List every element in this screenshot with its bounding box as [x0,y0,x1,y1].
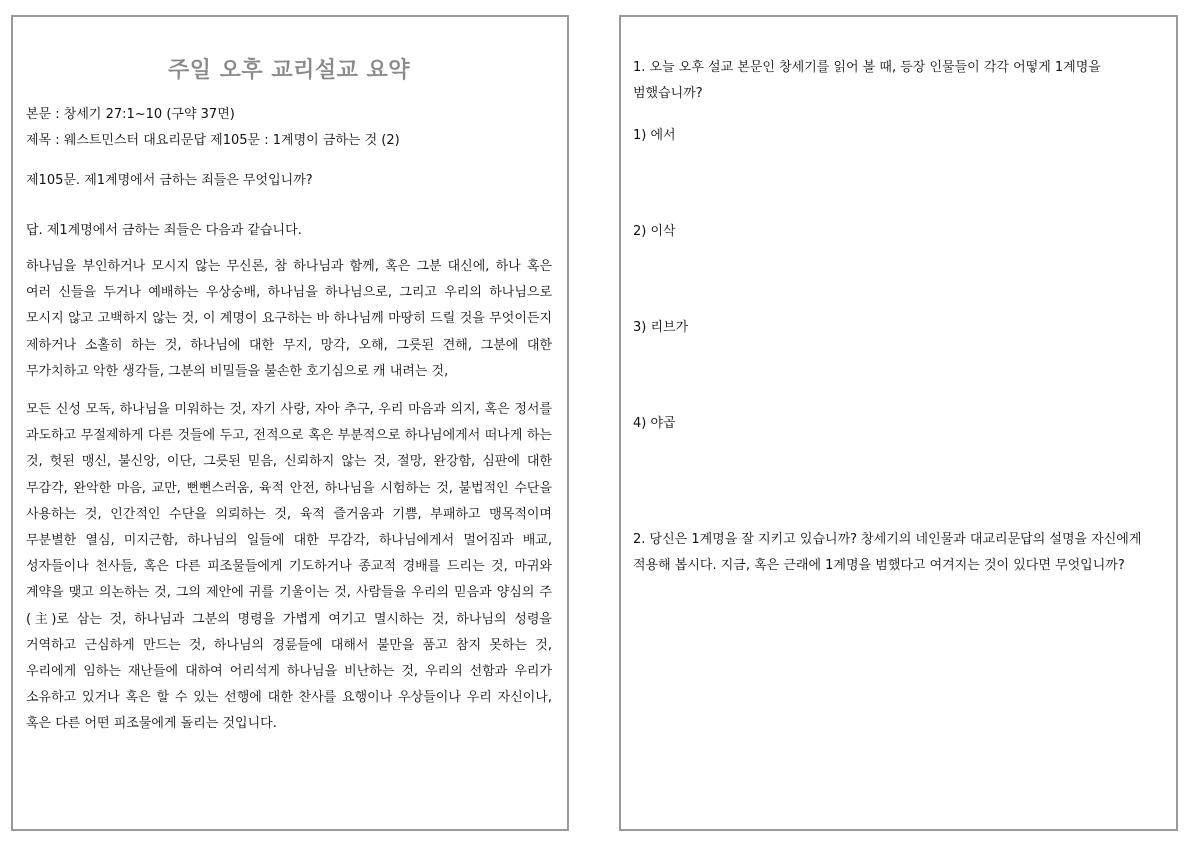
answer-item-jacob: 4) 야곱 [633,416,676,431]
answer-paragraph-2: 모든 신성 모독, 하나님을 미워하는 것, 자기 사랑, 자아 추구, 우리 마음과 의지, 혹은 정서를 과도하고 무절제하게 다른 것들에 두고, 전적으로 혹은 부분적으로 하나님에게서 떠나게 하는 것, 헛된 맹신, 불신앙, 이단, 그릇된 믿음, 신뢰하지 않는 것, 절망, 완강함, 심판에 대한 무감각, 완악한 마음, 교만, 뻔뻔스러움, 육적 안전, 하나님을 시험하는 것, 불법적인 수단을 사용하는 것, 인간적인 수단을 의뢰하는 것, 육적 즐거움과 기쁨, 부패하고 맹목적이며 무분별한 열심, 미지근함, 하나님의 일들에 대한 무감각, 하나님에게서 멀어짐과 배교, 성자들이나 천사들, 혹은 다른 피조물들에게 기도하거나 종교적 경배를 드리는 것, 마귀와 계약을 맺고 의논하는 것, 그의 제안에 귀를 기울이는 것, 사람들을 우리의 믿음과 양심의 주(主)로 삼는 것, 하나님과 그분의 명령을 가볍게 여기고 멸시하는 것, 하나님의 성령을 거역하고 근심하게 만드는 것, 하나님의 경륜들에 대해서 불만을 품고 참지 못하는 것, 우리에게 임하는 재난들에 대하여 어리석게 하나님을 비난하는 것, 우리의 선함과 우리가 소유하고 있거나 혹은 할 수 있는 선행에 대한 찬사를 요행이나 우상들이나 우리 자신이나, 혹은 다른 어떤 피조물에게 돌리는 것입니다. [26,402,552,732]
page-title: 주일 오후 교리설교 요약 [168,58,410,83]
catechism-question: 제105문. 제1계명에서 금하는 죄들은 무엇입니까? [26,173,313,188]
scripture-reference: 본문 : 창세기 27:1~10 (구약 37면) [26,107,235,122]
right-page [619,15,1178,831]
answer-item-isaac: 2) 이삭 [633,224,676,239]
left-page [11,15,569,831]
answer-item-rebekah: 3) 리브가 [633,320,689,335]
catechism-answer-intro: 답. 제1계명에서 금하는 죄들은 다음과 같습니다. [26,223,302,238]
discussion-question-2: 2. 당신은 1계명을 잘 지키고 있습니까? 창세기의 네인물과 대교리문답의 설명을 자신에게 적용해 봅시다. 지금, 혹은 근래에 1계명을 범했다고 여겨지는 것이 있다면 무엇입니까? [633,532,1142,573]
sermon-subject: 제목 : 웨스트민스터 대요리문답 제105문 : 1계명이 금하는 것 (2) [26,133,400,148]
answer-item-esau: 1) 에서 [633,128,676,143]
discussion-question-1: 1. 오늘 오후 설교 본문인 창세기를 읽어 볼 때, 등장 인물들이 각각 어떻게 1계명을 범했습니까? [633,60,1101,101]
answer-paragraph-1: 하나님을 부인하거나 모시지 않는 무신론, 참 하나님과 함께, 혹은 그분 대신에, 하나 혹은 여러 신들을 두거나 예배하는 우상숭배, 하나님을 하나님으로, 그리고 우리의 하나님으로 모시지 않고 고백하지 않는 것, 이 계명이 요구하는 바 하나님께 마땅히 드릴 것을 무엇이든지 제하거나 소홀히 하는 것, 하나님에 대한 무지, 망각, 오해, 그릇된 견해, 그분에 대한 무가치하고 악한 생각들, 그분의 비밀들을 불손한 호기심으로 캐 내려는 것, [26,259,552,379]
